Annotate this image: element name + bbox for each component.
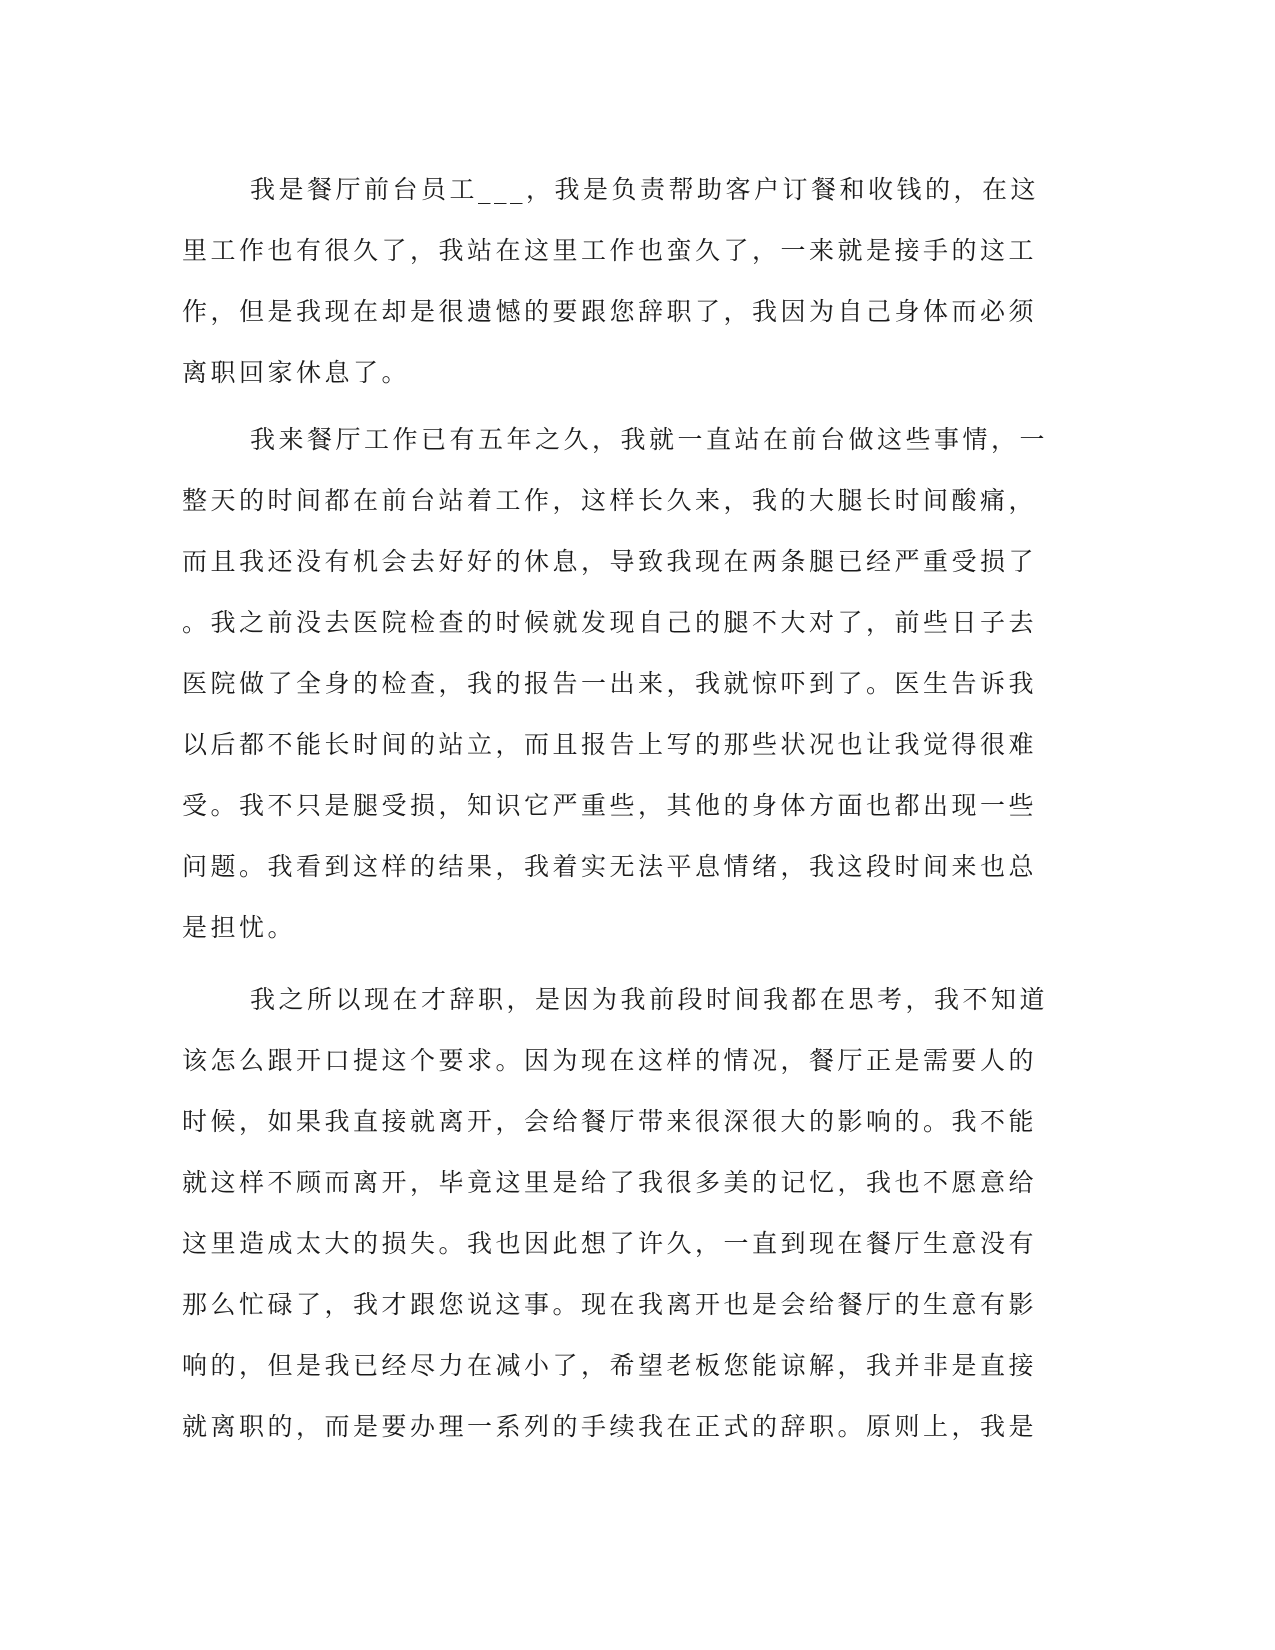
paragraph-line: 那么忙碌了，我才跟您说这事。现在我离开也是会给餐厅的生意有影	[182, 1290, 1038, 1319]
paragraph-line: 响的，但是我已经尽力在减小了，希望老板您能谅解，我并非是直接	[182, 1351, 1038, 1380]
paragraph-line: 受。我不只是腿受损，知识它严重些，其他的身体方面也都出现一些	[182, 791, 1038, 820]
paragraph-line: 我来餐厅工作已有五年之久，我就一直站在前台做这些事情，一	[250, 425, 1049, 454]
paragraph-line: 该怎么跟开口提这个要求。因为现在这样的情况，餐厅正是需要人的	[182, 1046, 1038, 1075]
paragraph-line: 这里造成太大的损失。我也因此想了许久，一直到现在餐厅生意没有	[182, 1229, 1038, 1258]
paragraph-line: 就离职的，而是要办理一系列的手续我在正式的辞职。原则上，我是	[182, 1412, 1038, 1441]
paragraph-line: 时候，如果我直接就离开，会给餐厅带来很深很大的影响的。我不能	[182, 1107, 1038, 1136]
paragraph-line: 我是餐厅前台员工___，我是负责帮助客户订餐和收钱的，在这	[250, 175, 1040, 204]
paragraph-line: 里工作也有很久了，我站在这里工作也蛮久了，一来就是接手的这工	[182, 236, 1038, 265]
paragraph-3	[182, 969, 1049, 1457]
paragraph-line: 。我之前没去医院检查的时候就发现自己的腿不大对了，前些日子去	[182, 608, 1038, 637]
paragraph-2	[182, 409, 1049, 958]
paragraph-1	[182, 159, 1042, 403]
paragraph-line: 医院做了全身的检查，我的报告一出来，我就惊吓到了。医生告诉我	[182, 669, 1038, 698]
paragraph-line: 问题。我看到这样的结果，我着实无法平息情绪，我这段时间来也总	[182, 852, 1038, 881]
paragraph-line: 以后都不能长时间的站立，而且报告上写的那些状况也让我觉得很难	[182, 730, 1038, 759]
paragraph-line: 作，但是我现在却是很遗憾的要跟您辞职了，我因为自己身体而必须	[182, 297, 1038, 326]
paragraph-line: 离职回家休息了。	[182, 358, 411, 387]
paragraph-line: 是担忧。	[182, 913, 297, 942]
paragraph-line: 而且我还没有机会去好好的休息，导致我现在两条腿已经严重受损了	[182, 547, 1038, 576]
paragraph-line: 就这样不顾而离开，毕竟这里是给了我很多美的记忆，我也不愿意给	[182, 1168, 1038, 1197]
paragraph-line: 我之所以现在才辞职，是因为我前段时间我都在思考，我不知道	[250, 985, 1049, 1014]
paragraph-line: 整天的时间都在前台站着工作，这样长久来，我的大腿长时间酸痛，	[182, 486, 1038, 515]
